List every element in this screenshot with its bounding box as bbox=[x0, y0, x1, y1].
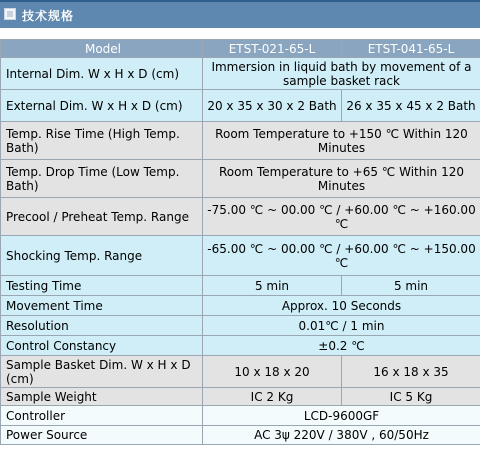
table-row bbox=[1, 236, 480, 276]
table-row bbox=[1, 58, 480, 90]
section-title-bar bbox=[0, 0, 480, 28]
section-title: 技术规格 bbox=[22, 9, 75, 23]
table-row bbox=[1, 388, 480, 406]
row-value: Approx. 10 Seconds bbox=[203, 296, 480, 316]
table-row bbox=[1, 336, 480, 356]
row-label: External Dim. W x H x D (cm) bbox=[1, 90, 203, 122]
header-model-1: ETST-021-65-L bbox=[203, 40, 342, 58]
row-value: -65.00 ℃ ~ 00.00 ℃ / +60.00 ℃ ~ +150.00 ℃ bbox=[203, 236, 480, 276]
table-row bbox=[1, 356, 480, 388]
table-header-row bbox=[1, 40, 480, 58]
table-row bbox=[1, 90, 480, 122]
row-value-model-1: 10 x 18 x 20 bbox=[203, 356, 342, 388]
header-model-2: ETST-041-65-L bbox=[342, 40, 480, 58]
row-label: Temp. Rise Time (High Temp. Bath) bbox=[1, 122, 203, 160]
specification-table bbox=[0, 39, 480, 445]
table-row bbox=[1, 122, 480, 160]
row-label: Power Source bbox=[1, 426, 203, 445]
table-row bbox=[1, 198, 480, 236]
row-value: 0.01℃ / 1 min bbox=[203, 316, 480, 336]
row-value: Room Temperature to +150 ℃ Within 120 Minutes bbox=[203, 122, 480, 160]
row-value-model-2: IC 5 Kg bbox=[342, 388, 480, 406]
row-value-model-1: 5 min bbox=[203, 276, 342, 296]
row-label: Sample Basket Dim. W x H x D (cm) bbox=[1, 356, 203, 388]
row-value: LCD-9600GF bbox=[203, 406, 480, 426]
row-label: Movement Time bbox=[1, 296, 203, 316]
table-row bbox=[1, 406, 480, 426]
row-label: Testing Time bbox=[1, 276, 203, 296]
row-label: Control Constancy bbox=[1, 336, 203, 356]
table-row bbox=[1, 426, 480, 445]
table-row bbox=[1, 276, 480, 296]
row-value-model-1: IC 2 Kg bbox=[203, 388, 342, 406]
row-label: Resolution bbox=[1, 316, 203, 336]
row-label: Temp. Drop Time (Low Temp. Bath) bbox=[1, 160, 203, 198]
row-value: AC 3ψ 220V / 380V , 60/50Hz bbox=[203, 426, 480, 445]
row-label: Internal Dim. W x H x D (cm) bbox=[1, 58, 203, 90]
row-label: Precool / Preheat Temp. Range bbox=[1, 198, 203, 236]
square-bullet-icon bbox=[4, 8, 16, 20]
row-value-model-1: 20 x 35 x 30 x 2 Bath bbox=[203, 90, 342, 122]
row-label: Sample Weight bbox=[1, 388, 203, 406]
row-value: Immersion in liquid bath by movement of a sample basket rack bbox=[203, 58, 480, 90]
row-value: ±0.2 ℃ bbox=[203, 336, 480, 356]
table-row bbox=[1, 160, 480, 198]
row-label: Controller bbox=[1, 406, 203, 426]
row-value-model-2: 16 x 18 x 35 bbox=[342, 356, 480, 388]
table-row bbox=[1, 296, 480, 316]
table-row bbox=[1, 316, 480, 336]
row-value-model-2: 26 x 35 x 45 x 2 Bath bbox=[342, 90, 480, 122]
row-value: -75.00 ℃ ~ 00.00 ℃ / +60.00 ℃ ~ +160.00 ℃ bbox=[203, 198, 480, 236]
row-value-model-2: 5 min bbox=[342, 276, 480, 296]
header-model-label: Model bbox=[1, 40, 203, 58]
row-label: Shocking Temp. Range bbox=[1, 236, 203, 276]
row-value: Room Temperature to +65 ℃ Within 120 Minutes bbox=[203, 160, 480, 198]
